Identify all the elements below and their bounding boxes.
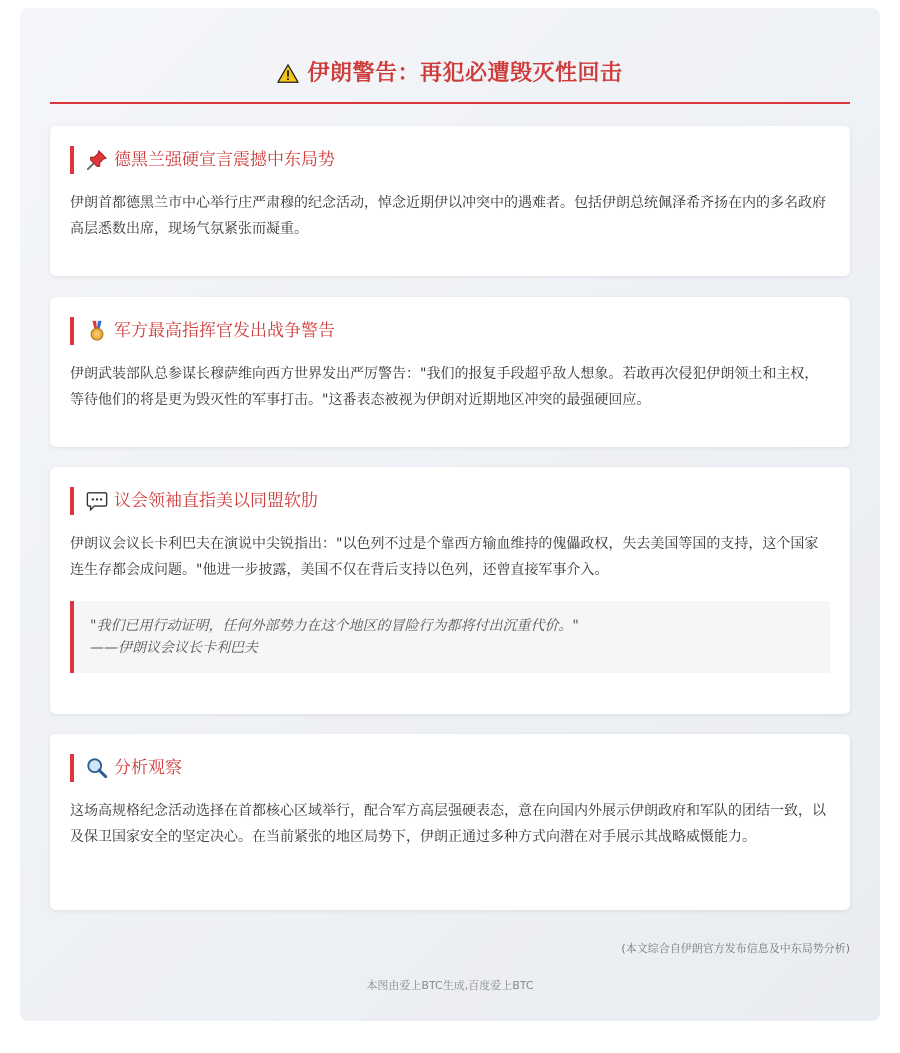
footer-credit: 本图由爱上BTC生成,百度爱上BTC (366, 979, 534, 992)
section-heading-2 (70, 317, 335, 345)
quote-attribution: ——伊朗议会议长卡利巴夫 (90, 640, 258, 656)
section-card-3 (50, 467, 850, 714)
section-heading-1 (70, 146, 335, 174)
section-title: 德黑兰强硬宣言震撼中东局势 (114, 150, 335, 170)
section-title: 分析观察 (114, 758, 182, 778)
section-body: 伊朗武装部队总参谋长穆萨维向西方世界发出严厉警告："我们的报复手段超乎敌人想象。若敢再次侵犯伊朗领土和主权，等待他们的将是更为毁灭性的军事打击。"这番表态被视为伊朗对近期地区冲突的最强硬回应。 (70, 366, 819, 408)
speech-bubble-icon (86, 490, 108, 512)
quote-text: "我们已用行动证明，任何外部势力在这个地区的冒险行为都将付出沉重代价。" (90, 618, 579, 634)
magnifier-icon (86, 757, 108, 779)
section-body: 伊朗首都德黑兰市中心举行庄严肃穆的纪念活动，悼念近期伊以冲突中的遇难者。包括伊朗总统佩泽希齐扬在内的多名政府高层悉数出席，现场气氛紧张而凝重。 (70, 195, 826, 237)
warning-icon (277, 63, 299, 85)
article-page (20, 8, 880, 1021)
pushpin-icon (86, 149, 108, 171)
section-heading-4 (70, 754, 182, 782)
page-title (277, 58, 622, 90)
medal-icon (86, 320, 108, 342)
section-heading-3 (70, 487, 318, 515)
section-body: 伊朗议会议长卡利巴夫在演说中尖锐指出："以色列不过是个靠西方输血维持的傀儡政权，失去美国等国的支持，这个国家连生存都会成问题。"他进一步披露，美国不仅在背后支持以色列，还曾直接军事介入。 (70, 536, 819, 578)
section-card-1 (50, 126, 850, 276)
section-title: 议会领袖直指美以同盟软肋 (114, 491, 318, 511)
blockquote (70, 601, 830, 673)
page-title-text: 伊朗警告：再犯必遭毁灭性回击 (307, 61, 623, 86)
section-card-2 (50, 297, 850, 447)
source-note: (本文综合自伊朗官方发布信息及中东局势分析) (621, 942, 850, 955)
section-card-4 (50, 734, 850, 910)
title-bar (50, 58, 850, 104)
section-title: 军方最高指挥官发出战争警告 (114, 321, 335, 341)
section-body: 这场高规格纪念活动选择在首都核心区域举行，配合军方高层强硬表态，意在向国内外展示伊朗政府和军队的团结一致，以及保卫国家安全的坚定决心。在当前紧张的地区局势下，伊朗正通过多种方式向潜在对手展示其战略威慑能力。 (70, 803, 826, 845)
